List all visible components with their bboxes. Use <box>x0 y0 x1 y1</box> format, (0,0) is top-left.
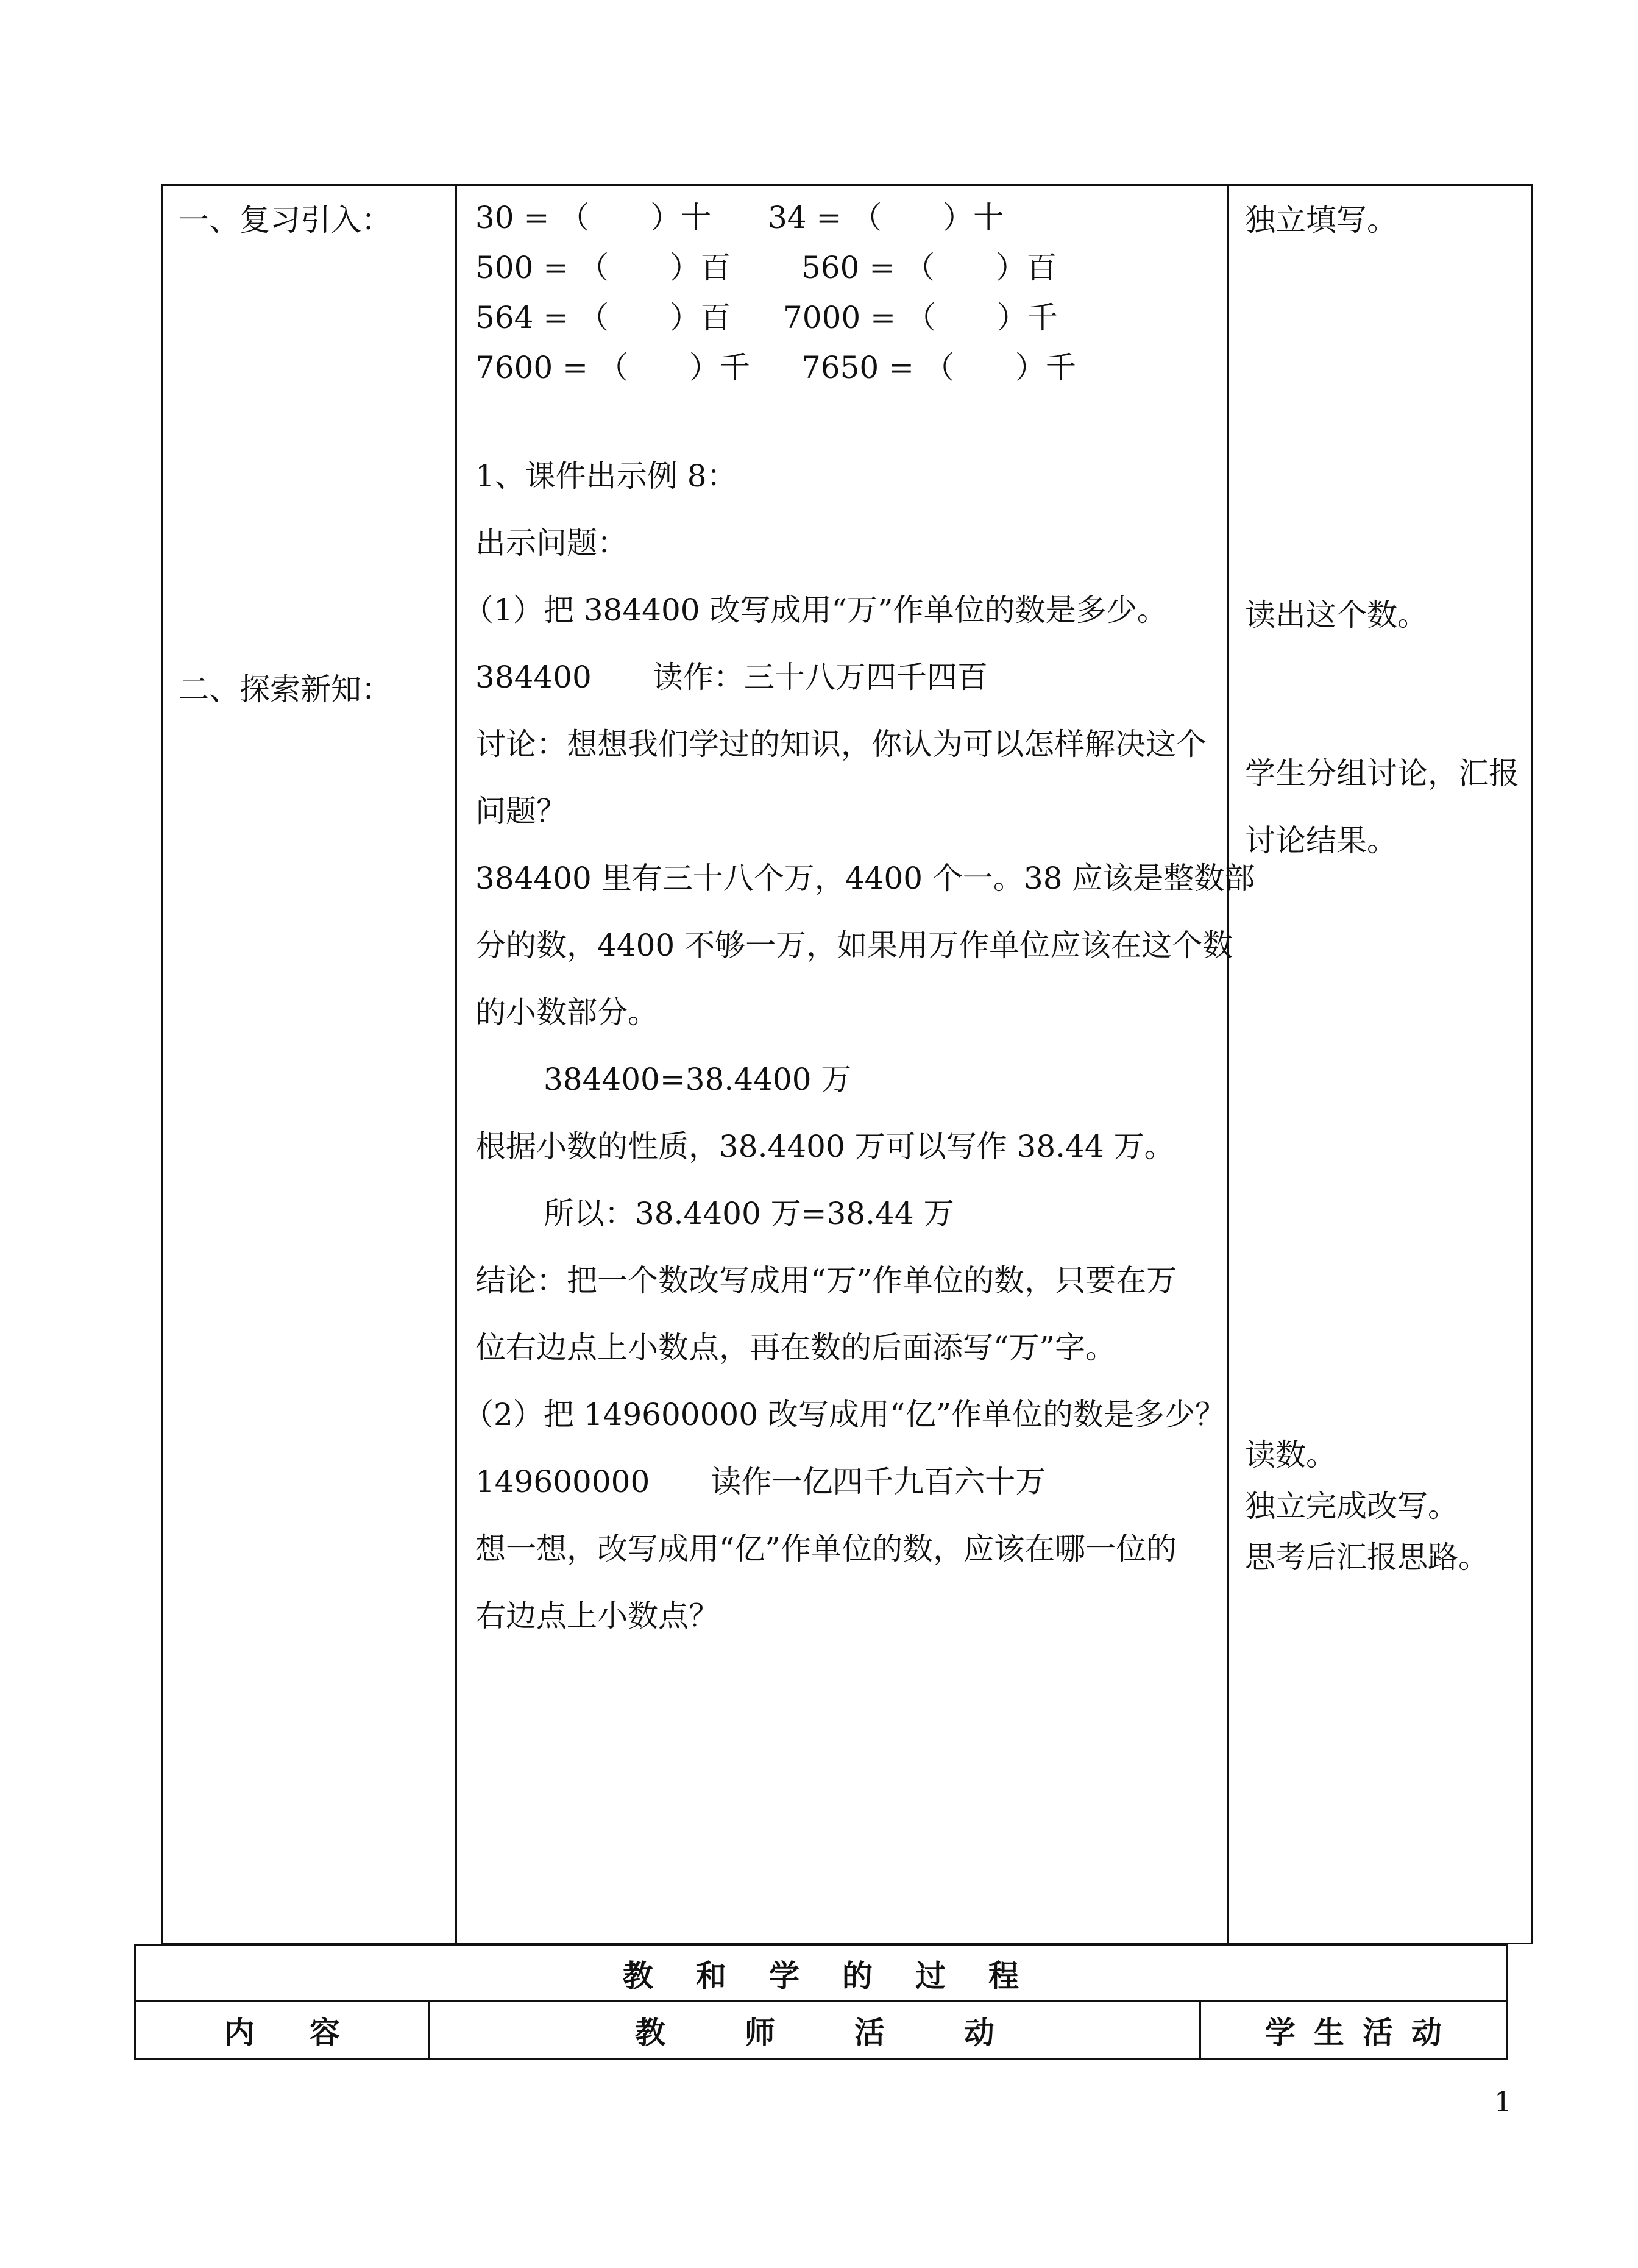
header-student-activity: 学生活动 <box>1265 2014 1460 2050</box>
page-number: 1 <box>1494 2085 1512 2118</box>
section-label-explore: 二、探索新知： <box>179 672 392 707</box>
review-exercise: 34 = （ ）十 <box>768 200 1004 235</box>
review-exercise: 500 = （ ）百 <box>475 250 731 285</box>
review-exercise: 564 = （ ）百 <box>475 300 731 335</box>
student-line: 独立填写。 <box>1245 202 1397 238</box>
review-exercise: 7000 = （ ）千 <box>783 300 1058 335</box>
student-line: 读数。 <box>1245 1437 1336 1473</box>
teacher-line: 结论：把一个数改写成用“万”作单位的数，只要在万 <box>475 1263 1177 1298</box>
teacher-line: （2）把 149600000 改写成用“亿”作单位的数是多少？ <box>463 1397 1226 1432</box>
teacher-line: （1）把 384400 改写成用“万”作单位的数是多少。 <box>463 592 1168 628</box>
teacher-line: 1、课件出示例 8： <box>475 458 737 494</box>
teacher-activity-column <box>457 186 1255 1943</box>
teacher-line: 所以：38.4400 万=38.44 万 <box>544 1196 954 1231</box>
review-exercise: 7600 = （ ）千 <box>475 350 750 385</box>
teacher-line: 149600000 读作一亿四千九百六十万 <box>475 1464 1046 1499</box>
teacher-line: 问题？ <box>475 794 567 829</box>
teacher-line: 右边点上小数点？ <box>475 1598 719 1633</box>
review-exercise: 30 = （ ）十 <box>475 200 712 235</box>
student-line: 思考后汇报思路。 <box>1245 1540 1489 1575</box>
lesson-table <box>161 184 1533 1944</box>
content-column <box>163 186 455 1943</box>
teacher-line: 分的数，4400 不够一万，如果用万作单位应该在这个数 <box>475 928 1233 963</box>
teacher-line: 的小数部分。 <box>475 995 658 1030</box>
student-activity-column <box>1229 186 1531 1943</box>
teacher-line: 384400=38.4400 万 <box>544 1062 852 1097</box>
process-title: 教和学的过程 <box>136 1946 1506 2002</box>
teacher-line: 384400 读作：三十八万四千四百 <box>475 659 988 695</box>
review-exercise: 560 = （ ）百 <box>801 250 1057 285</box>
header-content: 内容 <box>224 2014 395 2050</box>
student-line: 独立完成改写。 <box>1245 1488 1458 1524</box>
process-column-headers <box>136 2002 1506 2058</box>
teacher-line: 出示问题： <box>475 525 628 561</box>
header-teacher-activity: 教师活动 <box>428 2002 1201 2058</box>
teacher-line: 想一想，改写成用“亿”作单位的数，应该在哪一位的 <box>475 1531 1177 1566</box>
teacher-line: 位右边点上小数点，再在数的后面添写“万”字。 <box>475 1330 1116 1365</box>
student-line: 讨论结果。 <box>1245 823 1397 858</box>
section-label-review: 一、复习引入： <box>179 202 392 238</box>
teacher-line: 根据小数的性质，38.4400 万可以写作 38.44 万。 <box>475 1129 1175 1164</box>
review-exercise: 7650 = （ ）千 <box>801 350 1076 385</box>
teacher-line: 384400 里有三十八个万，4400 个一。38 应该是整数部 <box>475 861 1255 896</box>
student-line: 读出这个数。 <box>1245 597 1428 633</box>
process-header-table <box>134 1944 1508 2060</box>
teacher-line: 讨论：想想我们学过的知识，你认为可以怎样解决这个 <box>475 727 1207 762</box>
student-line: 学生分组讨论，汇报 <box>1245 756 1519 791</box>
